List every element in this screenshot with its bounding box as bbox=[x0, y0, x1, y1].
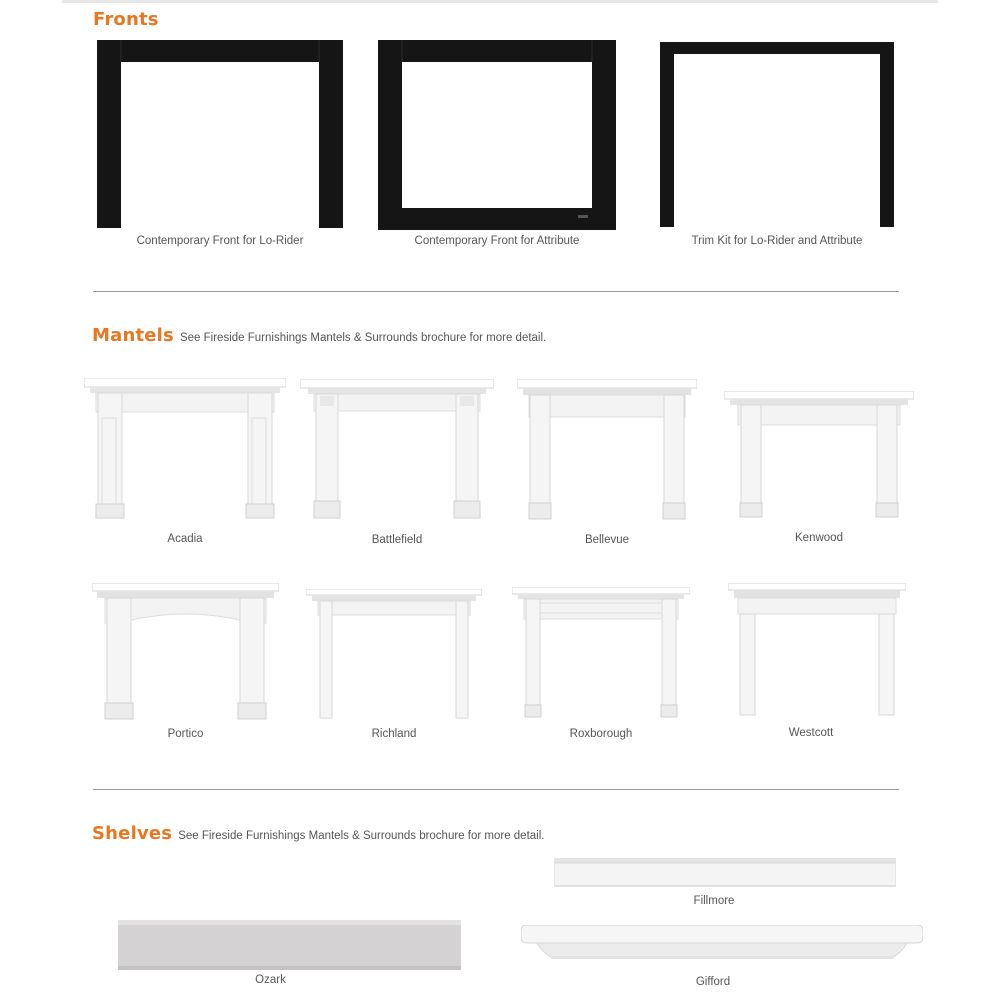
shelves-title: Shelves bbox=[92, 823, 173, 844]
shelf-caption: Gifford bbox=[695, 976, 731, 988]
fronts-heading bbox=[93, 9, 159, 30]
mantel-acadia-image bbox=[84, 378, 286, 520]
mantels-note: See Fireside Furnishings Mantels & Surrounds brochure for more detail. bbox=[179, 332, 547, 344]
mantel-battlefield-image bbox=[300, 379, 494, 519]
shelves-heading bbox=[92, 823, 544, 844]
mantel-kenwood-image bbox=[724, 391, 914, 519]
mantel-caption: Portico bbox=[167, 728, 204, 740]
shelf-caption: Fillmore bbox=[693, 895, 735, 907]
mantels-title: Mantels bbox=[92, 325, 174, 346]
mantel-portico-image bbox=[92, 583, 279, 721]
shelf-ozark-image bbox=[118, 920, 461, 970]
section-divider bbox=[93, 291, 899, 292]
mantel-caption: Kenwood bbox=[795, 532, 843, 544]
front-caption: Trim Kit for Lo-Rider and Attribute bbox=[691, 235, 863, 247]
mantel-roxborough-image bbox=[512, 587, 690, 719]
mantel-caption: Battlefield bbox=[371, 534, 423, 546]
mantel-westcott-image bbox=[728, 583, 906, 717]
front-lo-rider-image bbox=[97, 40, 343, 228]
top-divider bbox=[62, 0, 938, 3]
shelf-caption: Ozark bbox=[255, 974, 286, 986]
mantel-bellevue-image bbox=[517, 379, 697, 521]
shelf-fillmore-image bbox=[554, 858, 896, 888]
fronts-title: Fronts bbox=[93, 9, 159, 30]
front-attribute-image bbox=[378, 40, 616, 230]
front-caption: Contemporary Front for Attribute bbox=[414, 235, 580, 247]
mantel-caption: Bellevue bbox=[584, 534, 630, 546]
mantel-caption: Westcott bbox=[788, 727, 834, 739]
mantel-richland-image bbox=[306, 589, 482, 720]
mantel-caption: Richland bbox=[371, 728, 417, 740]
mantel-caption: Acadia bbox=[167, 533, 203, 545]
trim-kit-image bbox=[660, 42, 894, 227]
section-divider bbox=[93, 789, 899, 790]
mantel-caption: Roxborough bbox=[569, 728, 633, 740]
mantels-heading bbox=[92, 325, 546, 346]
shelves-note: See Fireside Furnishings Mantels & Surrounds brochure for more detail. bbox=[178, 830, 545, 842]
shelf-gifford-image bbox=[521, 925, 923, 959]
front-caption: Contemporary Front for Lo-Rider bbox=[136, 235, 304, 247]
